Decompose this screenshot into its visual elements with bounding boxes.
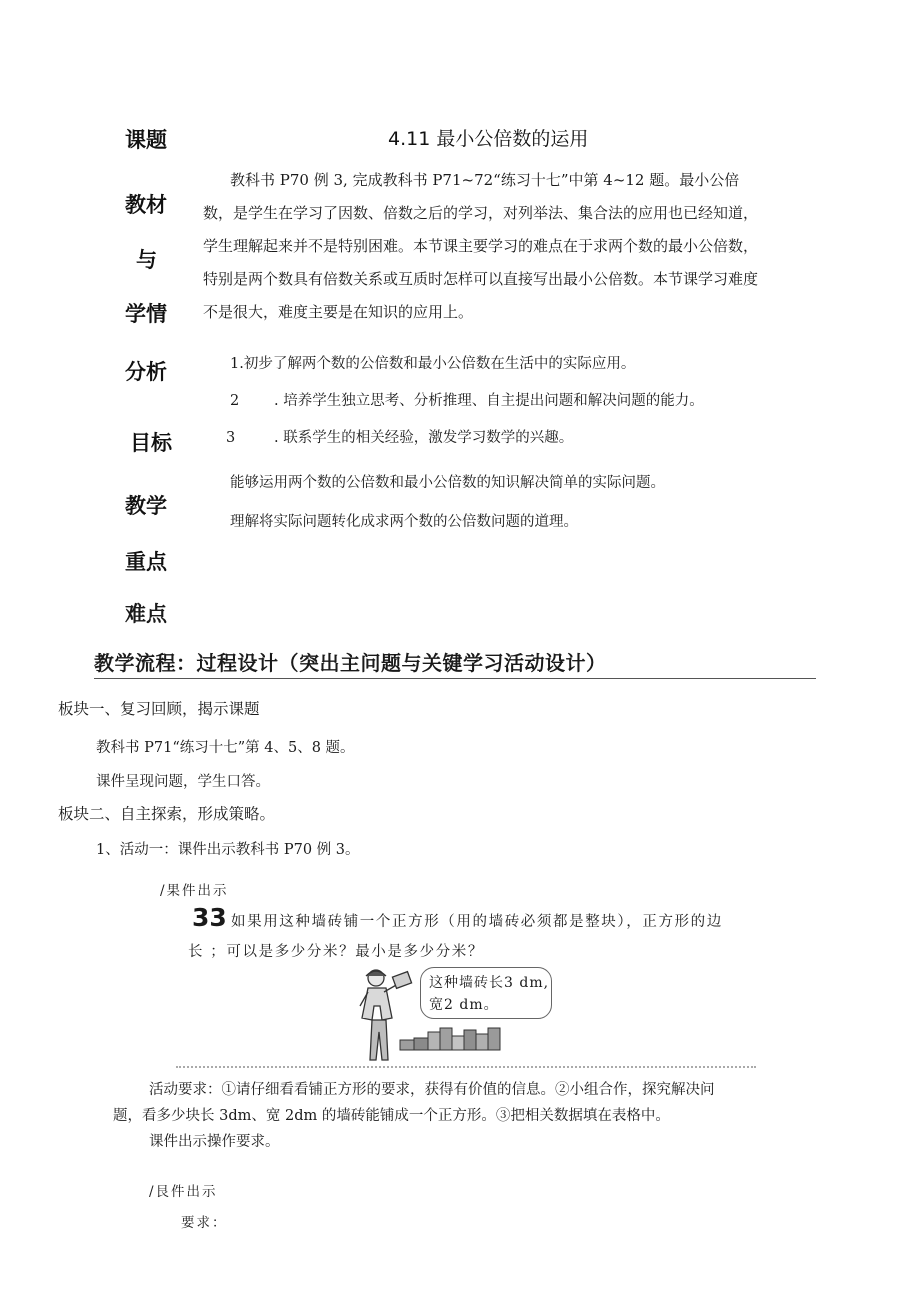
flow-heading: 教学流程：过程设计（突出主问题与关键学习活动设计） [94,651,607,675]
analysis-line: 数，是学生在学习了因数、倍数之后的学习，对列举法、集合法的应用也已经知道， [203,204,759,222]
bubble-text [421,968,551,1016]
lesson-title: 4.11 最小公倍数的运用 [388,128,589,150]
goal-2 [230,389,704,410]
courseware-ops: 课件出示操作要求。 [149,1134,280,1150]
example-line-2: 长 ；可以是多少分米？最小是多少分米？ [188,944,485,960]
side-label-difficulty-cropped: 难点 [125,602,167,626]
activity-one: 1、活动一：课件出示教科书 P70 例 3。 [96,842,360,858]
goal-number: 3 [226,430,236,446]
dotted-divider [176,1066,756,1068]
side-label-topic: 课题 [125,128,167,152]
block1-line: 教科书 P71“练习十七”第 4、5、8 题。 [96,740,355,756]
example-number: 33 [192,903,227,932]
speech-bubble [420,967,552,1019]
brick-stacks [400,1028,500,1050]
analysis-line: 学生理解起来并不是特别困难。本节课主要学习的难点在于求两个数的最小公倍数， [203,237,759,255]
goal-text: 初步了解两个数的公倍数和最小公倍数在生活中的实际应用。 [243,356,636,372]
example-line-1: 如果用这种墙砖铺一个正方形（用的墙砖必须都是整块），正方形的边 [231,914,723,930]
analysis-line: 教科书 P70 例 3, 完成教科书 P71~72“练习十七”中第 4~12 题。最小公倍 [230,171,740,189]
analysis-line: 不是很大，难度主要是在知识的应用上。 [203,303,474,321]
requirement-label: 要求： [181,1215,228,1231]
side-label-goals: 目标 [130,431,172,455]
analysis-paragraph [203,164,758,329]
courseware-label-2: /艮件出示 [149,1184,218,1200]
bubble-line: 宽2 dm。 [429,997,499,1013]
side-label-teaching: 教学 [125,494,167,518]
block1-line: 课件呈现问题，学生口答。 [96,774,270,790]
heading-divider [94,678,816,679]
block1-title: 板块一、复习回顾，揭示课题 [58,700,260,718]
block2-title: 板块二、自主探索，形成策略。 [58,805,276,823]
courseware-label: /果件出示 [160,883,229,899]
bubble-line: 这种墙砖长3 dm, [429,975,550,991]
requirement-line-2: 题，看多少块长 3dm、宽 2dm 的墙砖能铺成一个正方形。③把相关数据填在表格中。 [113,1108,670,1124]
goal-text: . 培养学生独立思考、分析推理、自主提出问题和解决问题的能力。 [274,393,704,409]
goal-number: 2 [230,393,240,409]
difficulty-text: 理解将实际问题转化成求两个数的公倍数问题的道理。 [230,514,578,530]
goal-text: . 联系学生的相关经验，激发学习数学的兴趣。 [274,430,574,446]
key-point-text: 能够运用两个数的公倍数和最小公倍数的知识解决简单的实际问题。 [230,475,665,491]
requirement-line-1: 活动要求：①请仔细看看铺正方形的要求，获得有价值的信息。②小组合作，探究解决问 [149,1082,715,1098]
goal-number: 1. [230,356,244,372]
goal-3 [226,426,573,447]
side-label-keypoint: 重点 [125,550,167,574]
analysis-line: 特别是两个数具有倍数关系或互质时怎样可以直接写出最小公倍数。本节课学习难度 [203,270,759,288]
side-label-analysis: 分析 [125,360,167,384]
side-label-and: 与 [136,248,157,272]
goal-1 [230,352,635,373]
side-label-textbook: 教材 [125,193,167,217]
side-label-situation: 学情 [125,302,167,326]
